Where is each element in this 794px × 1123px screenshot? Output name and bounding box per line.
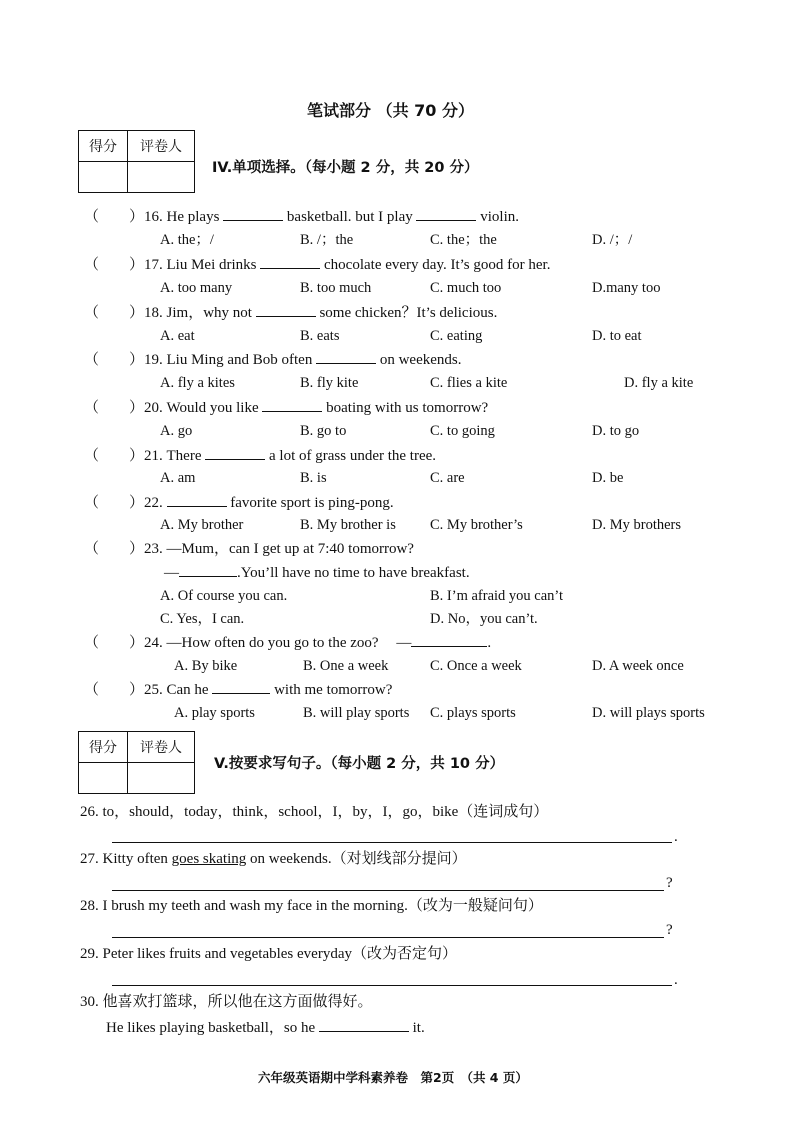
blank[interactable] — [411, 633, 487, 647]
answer-bracket[interactable]: （ ） — [84, 257, 145, 273]
option[interactable]: D. will plays sports — [592, 705, 705, 721]
section-4-heading: IV.单项选择。（每小题 2 分，共 20 分） — [212, 160, 479, 176]
score-label: 得分 — [79, 732, 128, 763]
blank[interactable] — [223, 207, 283, 221]
option[interactable]: A. go — [160, 423, 193, 439]
grader-cell[interactable] — [128, 763, 195, 794]
question-16: （ ）16. He plays basketball. but I play violin. — [84, 209, 519, 225]
line-end-mark: . — [674, 972, 678, 988]
blank[interactable] — [212, 680, 270, 694]
answer-line[interactable] — [112, 842, 672, 843]
option[interactable]: A. am — [160, 470, 196, 486]
option[interactable]: D. A week once — [592, 658, 684, 674]
option[interactable]: C. My brother’s — [430, 517, 523, 533]
option[interactable]: C. much too — [430, 280, 502, 296]
question-27: 27. Kitty often goes skating on weekends.（对划线部分提问） — [80, 851, 467, 867]
option[interactable]: D. to eat — [592, 328, 642, 344]
underlined-phrase: goes skating — [171, 851, 247, 867]
option[interactable]: B. eats — [300, 328, 340, 344]
answer-bracket[interactable]: （ ） — [84, 635, 145, 651]
grader-cell[interactable] — [128, 162, 195, 193]
answer-bracket[interactable]: （ ） — [84, 448, 145, 464]
question-25: （ ）25. Can he with me tomorrow? — [84, 682, 393, 698]
option[interactable]: D. fly a kite — [624, 375, 694, 391]
answer-bracket[interactable]: （ ） — [84, 305, 145, 321]
option[interactable]: C. plays sports — [430, 705, 516, 721]
question-18: （ ）18. Jim，why not some chicken？It’s delicious. — [84, 305, 498, 321]
question-28: 28. I brush my teeth and wash my face in the morning.（改为一般疑问句） — [80, 898, 543, 914]
grader-label: 评卷人 — [128, 732, 195, 763]
blank[interactable] — [316, 350, 376, 364]
option[interactable]: C. to going — [430, 423, 495, 439]
option[interactable]: C. Yes，I can. — [160, 611, 245, 627]
answer-bracket[interactable]: （ ） — [84, 209, 145, 225]
question-30: 30. 他喜欢打篮球，所以他在这方面做得好。 — [80, 994, 373, 1010]
answer-bracket[interactable]: （ ） — [84, 541, 145, 557]
question-29: 29. Peter likes fruits and vegetables everyday（改为否定句） — [80, 946, 457, 962]
score-box-1 — [78, 130, 195, 193]
option[interactable]: A. By bike — [174, 658, 238, 674]
option[interactable]: A. eat — [160, 328, 195, 344]
blank[interactable] — [205, 446, 265, 460]
score-label: 得分 — [79, 131, 128, 162]
option[interactable]: A. My brother — [160, 517, 244, 533]
question-24: （ ）24. —How often do you go to the zoo? — . — [84, 635, 492, 651]
score-cell[interactable] — [79, 763, 128, 794]
answer-bracket[interactable]: （ ） — [84, 495, 145, 511]
option[interactable]: B. fly kite — [300, 375, 359, 391]
option[interactable]: A. the；/ — [160, 232, 214, 248]
blank[interactable] — [167, 493, 227, 507]
question-23-reply: — .You’ll have no time to have breakfast. — [164, 565, 470, 581]
answer-bracket[interactable]: （ ） — [84, 400, 145, 416]
question-23: （ ）23. —Mum，can I get up at 7:40 tomorrow? — [84, 541, 414, 557]
grader-label: 评卷人 — [128, 131, 195, 162]
option[interactable]: C. flies a kite — [430, 375, 508, 391]
line-end-mark: . — [674, 829, 678, 845]
option[interactable]: A. too many — [160, 280, 233, 296]
option[interactable]: D. be — [592, 470, 624, 486]
question-19: （ ）19. Liu Ming and Bob often on weekends. — [84, 352, 462, 368]
question-26: 26. to，should，today，think，school，I，by，I，go，bike（连词成句） — [80, 804, 549, 820]
question-17: （ ）17. Liu Mei drinks chocolate every day. It’s good for her. — [84, 257, 551, 273]
score-box-2 — [78, 731, 195, 794]
option[interactable]: D.many too — [592, 280, 661, 296]
option[interactable]: C. Once a week — [430, 658, 522, 674]
question-21: （ ）21. There a lot of grass under the tree. — [84, 448, 437, 464]
option[interactable]: B. is — [300, 470, 327, 486]
answer-bracket[interactable]: （ ） — [84, 352, 145, 368]
option[interactable]: D. to go — [592, 423, 640, 439]
option[interactable]: C. are — [430, 470, 465, 486]
blank[interactable] — [262, 398, 322, 412]
blank[interactable] — [319, 1018, 409, 1032]
option[interactable]: A. play sports — [174, 705, 255, 721]
option[interactable]: B. will play sports — [303, 705, 410, 721]
page-title: 笔试部分 （共 70 分） — [307, 101, 474, 120]
option[interactable]: C. eating — [430, 328, 483, 344]
line-end-mark: ? — [666, 922, 673, 938]
answer-line[interactable] — [112, 937, 664, 938]
blank[interactable] — [256, 303, 316, 317]
option[interactable]: A. fly a kites — [160, 375, 235, 391]
option[interactable]: B. go to — [300, 423, 347, 439]
option[interactable]: C. the；the — [430, 232, 497, 248]
option[interactable]: B. One a week — [303, 658, 389, 674]
score-cell[interactable] — [79, 162, 128, 193]
blank[interactable] — [260, 255, 320, 269]
question-20: （ ）20. Would you like boating with us tomorrow? — [84, 400, 489, 416]
option[interactable]: D. /；/ — [592, 232, 633, 248]
question-22: （ ）22. favorite sport is ping-pong. — [84, 495, 394, 511]
option[interactable]: B. I’m afraid you can’t — [430, 588, 564, 604]
answer-line[interactable] — [112, 890, 664, 891]
option[interactable]: B. My brother is — [300, 517, 396, 533]
question-30-line: He likes playing basketball，so he it. — [106, 1020, 425, 1036]
blank[interactable] — [416, 207, 476, 221]
blank[interactable] — [179, 563, 237, 577]
option[interactable]: D. My brothers — [592, 517, 682, 533]
option[interactable]: D. No，you can’t. — [430, 611, 538, 627]
option[interactable]: B. too much — [300, 280, 372, 296]
page-footer: 六年级英语期中学科素养卷 第2页 （共 4 页） — [258, 1070, 528, 1085]
answer-line[interactable] — [112, 985, 672, 986]
line-end-mark: ? — [666, 875, 673, 891]
answer-bracket[interactable]: （ ） — [84, 682, 145, 698]
option[interactable]: B. /；the — [300, 232, 354, 248]
section-5-heading: V.按要求写句子。（每小题 2 分，共 10 分） — [214, 756, 505, 772]
option[interactable]: A. Of course you can. — [160, 588, 288, 604]
